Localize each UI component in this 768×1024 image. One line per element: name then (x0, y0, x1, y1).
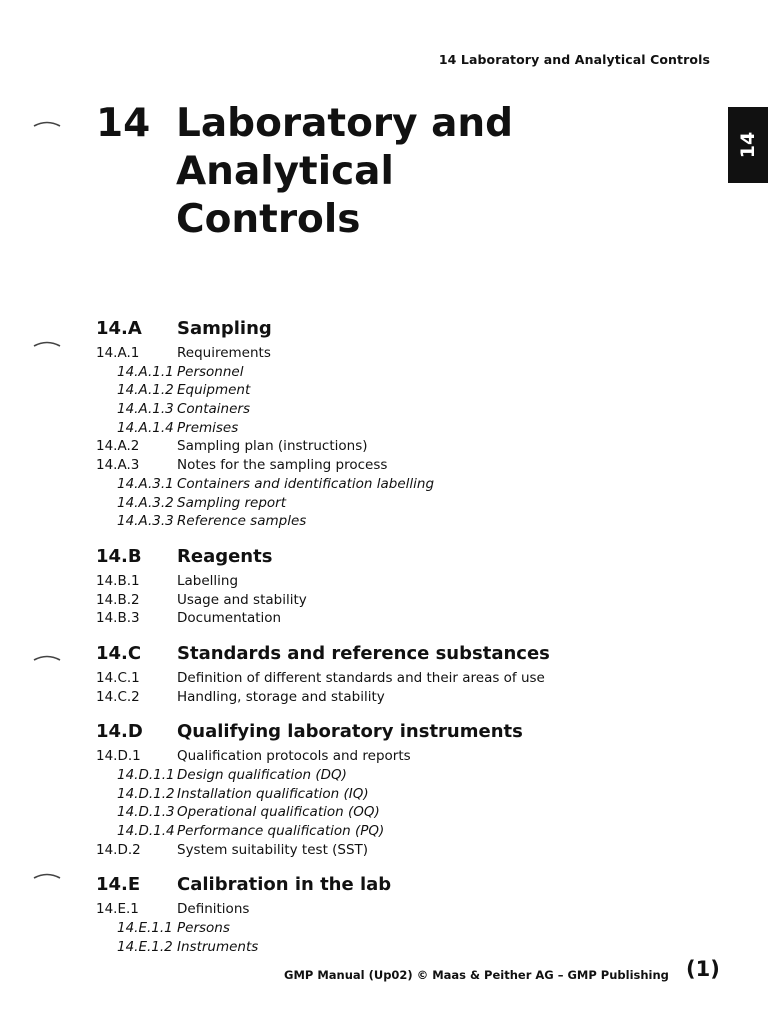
toc-subentry (96, 420, 716, 439)
toc-subentry (96, 513, 716, 532)
toc-section-heading (96, 643, 716, 670)
chapter-title-line: Controls (176, 197, 361, 242)
entry-label: Handling, storage and stability (177, 688, 385, 705)
entry-label: Documentation (177, 610, 282, 627)
toc-entry (96, 748, 716, 767)
toc-entry (96, 689, 716, 708)
entry-number: 14.A.2 (96, 438, 140, 455)
footer-publisher: GMP Manual (Up02) © Maas & Peither AG – GMP Publishing (284, 968, 669, 982)
toc-entry (96, 438, 716, 457)
entry-label: Performance qualification (PQ) (177, 823, 385, 840)
running-head: 14 Laboratory and Analytical Controls (438, 52, 710, 67)
section-number: 14.E (96, 874, 141, 896)
chapter-number: 14 (96, 101, 151, 146)
chapter-tab-label: 14 (737, 131, 759, 159)
section-number: 14.B (96, 545, 142, 567)
toc-subentry (96, 476, 716, 495)
toc-entry (96, 842, 716, 861)
toc-entry (96, 573, 716, 592)
entry-number: 14.B.3 (96, 610, 140, 627)
section-title: Sampling (177, 318, 272, 339)
entry-label: Qualification protocols and reports (177, 748, 411, 765)
entry-label: Usage and stability (177, 591, 307, 608)
entry-label: Equipment (177, 382, 251, 399)
toc-subentry (96, 804, 716, 823)
entry-number: 14.D.1.2 (117, 785, 175, 802)
toc-entry (96, 901, 716, 920)
entry-number: 14.A.3.2 (117, 494, 174, 511)
toc-subentry (96, 823, 716, 842)
entry-label: Premises (177, 419, 239, 436)
entry-label: Notes for the sampling process (177, 457, 388, 474)
chapter-title-text (176, 100, 596, 244)
section-title: Calibration in the lab (177, 874, 392, 896)
entry-label: Personnel (177, 363, 244, 380)
toc-entry (96, 592, 716, 611)
entry-label: Definitions (177, 901, 250, 918)
chapter-title-line: Laboratory and (176, 101, 514, 146)
entry-label: System suitability test (SST) (177, 841, 369, 858)
entry-number: 14.E.1.2 (117, 938, 173, 955)
binder-mark-icon (33, 872, 61, 880)
page-number: (1) (686, 957, 720, 981)
entry-label: Containers and identification labelling (177, 475, 435, 492)
entry-label: Reference samples (177, 513, 307, 530)
entry-label: Definition of different standards and their areas of use (177, 669, 545, 686)
entry-label: Installation qualification (IQ) (177, 785, 369, 802)
toc-entry (96, 670, 716, 689)
entry-label: Labelling (177, 572, 239, 589)
toc-section-heading (96, 546, 716, 573)
toc-section (96, 874, 716, 957)
binder-mark-icon (33, 120, 61, 128)
entry-number: 14.B.2 (96, 591, 140, 608)
toc-subentry (96, 401, 716, 420)
entry-number: 14.A.3.1 (117, 475, 174, 492)
toc-section (96, 643, 716, 707)
entry-number: 14.C.1 (96, 669, 140, 686)
toc-section (96, 721, 716, 860)
toc-entry (96, 457, 716, 476)
entry-label: Containers (177, 401, 251, 418)
section-title: Reagents (177, 545, 273, 567)
toc-section (96, 318, 716, 532)
toc-subentry (96, 382, 716, 401)
entry-label: Operational qualification (OQ) (177, 804, 380, 821)
entry-label: Persons (177, 920, 230, 937)
toc-subentry (96, 786, 716, 805)
entry-number: 14.A.1.4 (117, 419, 174, 436)
toc-subentry (96, 939, 716, 958)
entry-label: Requirements (177, 345, 271, 361)
entry-number: 14.A.3 (96, 457, 140, 474)
entry-label: Sampling plan (instructions) (177, 438, 368, 455)
toc-section (96, 546, 716, 629)
chapter-tab (728, 107, 768, 183)
table-of-contents (96, 318, 716, 972)
entry-number: 14.A.1.2 (117, 382, 174, 399)
entry-label: Instruments (177, 938, 259, 955)
section-title: Standards and reference substances (177, 642, 550, 664)
binder-mark-icon (33, 340, 61, 348)
toc-section-heading (96, 318, 716, 345)
toc-section-heading (96, 721, 716, 748)
entry-number: 14.C.2 (96, 688, 140, 705)
entry-number: 14.A.1 (96, 345, 140, 361)
toc-entry (96, 345, 716, 364)
entry-label: Design qualification (DQ) (177, 767, 347, 783)
section-number: 14.D (96, 721, 143, 743)
entry-number: 14.E.1.1 (117, 920, 173, 937)
entry-number: 14.E.1 (96, 901, 139, 918)
section-number: 14.A (96, 318, 142, 339)
toc-subentry (96, 495, 716, 514)
entry-number: 14.D.2 (96, 841, 141, 858)
section-title: Qualifying laboratory instruments (177, 721, 523, 743)
entry-number: 14.A.1.1 (117, 363, 174, 380)
entry-number: 14.D.1.1 (117, 767, 175, 783)
toc-section-heading (96, 874, 716, 901)
entry-number: 14.D.1 (96, 748, 141, 765)
binder-mark-icon (33, 654, 61, 662)
entry-number: 14.B.1 (96, 572, 140, 589)
entry-number: 14.A.1.3 (117, 401, 174, 418)
entry-number: 14.D.1.4 (117, 823, 175, 840)
chapter-title (96, 100, 596, 244)
entry-number: 14.D.1.3 (117, 804, 175, 821)
toc-subentry (96, 920, 716, 939)
entry-label: Sampling report (177, 494, 287, 511)
toc-entry (96, 610, 716, 629)
entry-number: 14.A.3.3 (117, 513, 174, 530)
toc-subentry (96, 767, 716, 786)
chapter-title-line: Analytical (176, 149, 394, 194)
section-number: 14.C (96, 642, 142, 664)
toc-subentry (96, 364, 716, 383)
